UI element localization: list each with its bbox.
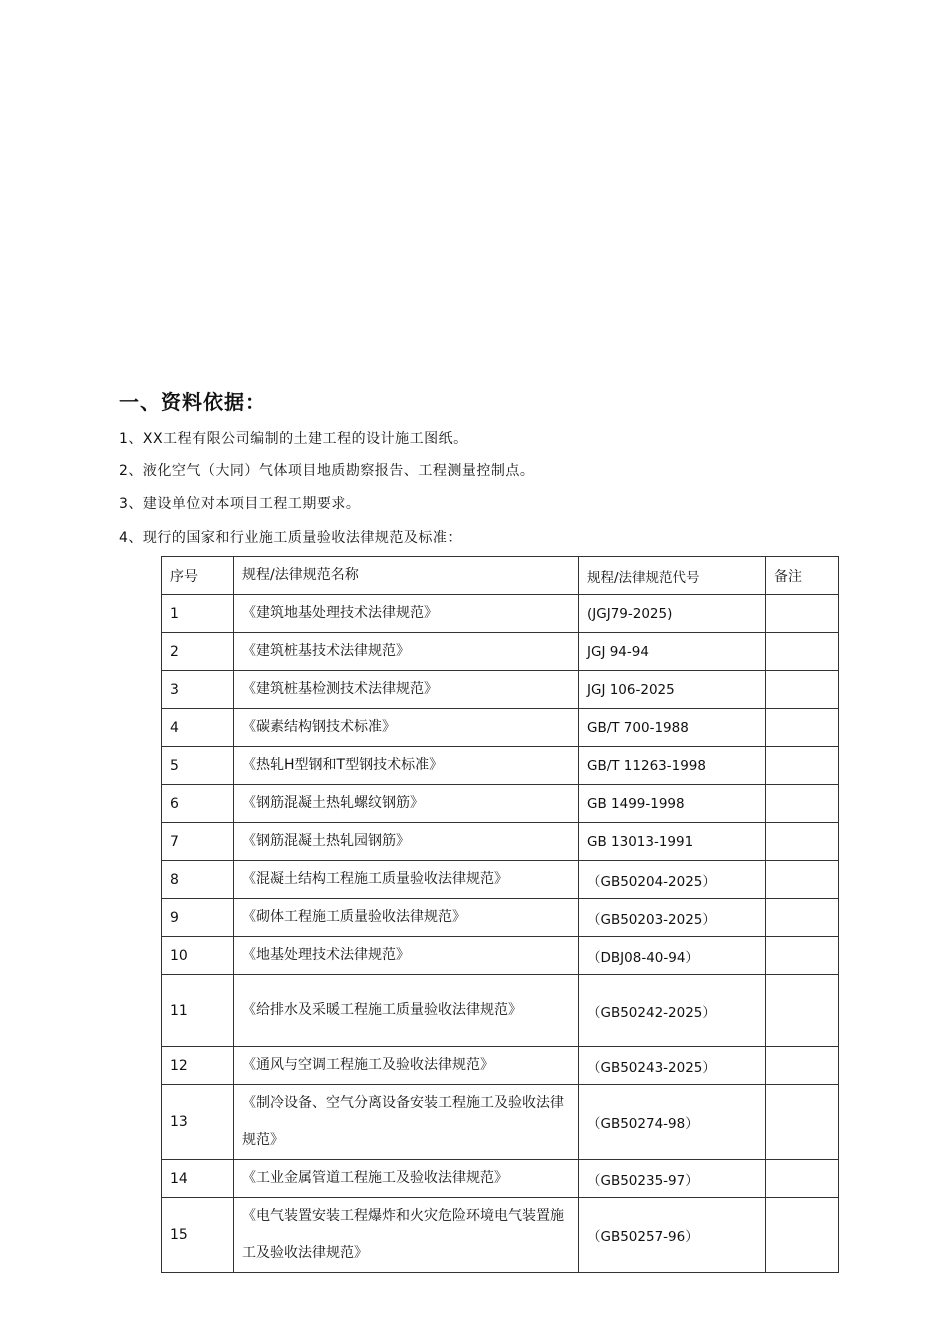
row-name: 《电气装置安装工程爆炸和火灾危险环境电气装置施工及验收法律规范》 xyxy=(234,1198,579,1273)
row-no: 14 xyxy=(162,1160,234,1198)
row-code: （GB50204-2025） xyxy=(579,861,766,899)
basis-item-2: 2、液化空气（大同）气体项目地质勘察报告、工程测量控制点。 xyxy=(119,463,535,479)
row-name: 《碳素结构钢技术标准》 xyxy=(234,709,579,747)
regulations-table xyxy=(161,556,839,1273)
row-name: 《建筑地基处理技术法律规范》 xyxy=(234,595,579,633)
row-note xyxy=(766,785,839,823)
row-note xyxy=(766,747,839,785)
row-name: 《热轧H型钢和T型钢技术标准》 xyxy=(234,747,579,785)
row-note xyxy=(766,595,839,633)
row-no: 2 xyxy=(162,633,234,671)
table-row xyxy=(162,1047,839,1085)
row-no: 8 xyxy=(162,861,234,899)
row-name: 《给排水及采暖工程施工质量验收法律规范》 xyxy=(234,975,579,1047)
row-code: GB 1499-1998 xyxy=(579,785,766,823)
row-no: 10 xyxy=(162,937,234,975)
basis-item-4: 4、现行的国家和行业施工质量验收法律规范及标准： xyxy=(119,530,462,546)
row-name: 《工业金属管道工程施工及验收法律规范》 xyxy=(234,1160,579,1198)
table-row xyxy=(162,595,839,633)
row-no: 1 xyxy=(162,595,234,633)
row-no: 15 xyxy=(162,1198,234,1273)
table-row xyxy=(162,633,839,671)
section-heading: 一、资料依据： xyxy=(119,390,266,414)
table-row xyxy=(162,709,839,747)
row-note xyxy=(766,1085,839,1160)
row-note xyxy=(766,671,839,709)
row-name: 《钢筋混凝土热轧园钢筋》 xyxy=(234,823,579,861)
row-code: （GB50257-96） xyxy=(579,1198,766,1273)
row-note xyxy=(766,1198,839,1273)
basis-item-1: 1、XX工程有限公司编制的土建工程的设计施工图纸。 xyxy=(119,431,468,447)
table-row xyxy=(162,975,839,1047)
table-row xyxy=(162,861,839,899)
row-code: （GB50274-98） xyxy=(579,1085,766,1160)
table-row xyxy=(162,785,839,823)
table-row xyxy=(162,1160,839,1198)
row-note xyxy=(766,709,839,747)
row-no: 5 xyxy=(162,747,234,785)
row-name: 《地基处理技术法律规范》 xyxy=(234,937,579,975)
row-name: 《钢筋混凝土热轧螺纹钢筋》 xyxy=(234,785,579,823)
header-name: 规程/法律规范名称 xyxy=(234,557,579,595)
table-row xyxy=(162,823,839,861)
row-name: 《建筑桩基技术法律规范》 xyxy=(234,633,579,671)
basis-item-3: 3、建设单位对本项目工程工期要求。 xyxy=(119,496,361,512)
row-note xyxy=(766,823,839,861)
row-note xyxy=(766,899,839,937)
table-row xyxy=(162,747,839,785)
row-note xyxy=(766,861,839,899)
row-no: 6 xyxy=(162,785,234,823)
row-note xyxy=(766,975,839,1047)
row-name: 《通风与空调工程施工及验收法律规范》 xyxy=(234,1047,579,1085)
row-note xyxy=(766,633,839,671)
header-no: 序号 xyxy=(162,557,234,595)
table-row xyxy=(162,1085,839,1160)
row-name: 《建筑桩基检测技术法律规范》 xyxy=(234,671,579,709)
table-row xyxy=(162,1198,839,1273)
header-code: 规程/法律规范代号 xyxy=(579,557,766,595)
row-name: 《砌体工程施工质量验收法律规范》 xyxy=(234,899,579,937)
row-code: GB 13013-1991 xyxy=(579,823,766,861)
row-code: （GB50242-2025） xyxy=(579,975,766,1047)
row-no: 3 xyxy=(162,671,234,709)
row-code: GB/T 700-1988 xyxy=(579,709,766,747)
row-no: 7 xyxy=(162,823,234,861)
row-name: 《制冷设备、空气分离设备安装工程施工及验收法律规范》 xyxy=(234,1085,579,1160)
row-code: GB/T 11263-1998 xyxy=(579,747,766,785)
row-no: 11 xyxy=(162,975,234,1047)
row-name: 《混凝土结构工程施工质量验收法律规范》 xyxy=(234,861,579,899)
row-code: （GB50235-97） xyxy=(579,1160,766,1198)
row-note xyxy=(766,1047,839,1085)
row-code: （DBJ08-40-94） xyxy=(579,937,766,975)
row-no: 9 xyxy=(162,899,234,937)
header-note: 备注 xyxy=(766,557,839,595)
row-code: （GB50203-2025） xyxy=(579,899,766,937)
row-code: JGJ 94-94 xyxy=(579,633,766,671)
table-row xyxy=(162,899,839,937)
table-row xyxy=(162,937,839,975)
row-note xyxy=(766,937,839,975)
row-code: (JGJ79-2025) xyxy=(579,595,766,633)
row-note xyxy=(766,1160,839,1198)
row-no: 4 xyxy=(162,709,234,747)
row-no: 12 xyxy=(162,1047,234,1085)
row-code: JGJ 106-2025 xyxy=(579,671,766,709)
row-code: （GB50243-2025） xyxy=(579,1047,766,1085)
row-no: 13 xyxy=(162,1085,234,1160)
table-row xyxy=(162,671,839,709)
table-header-row xyxy=(162,557,839,595)
